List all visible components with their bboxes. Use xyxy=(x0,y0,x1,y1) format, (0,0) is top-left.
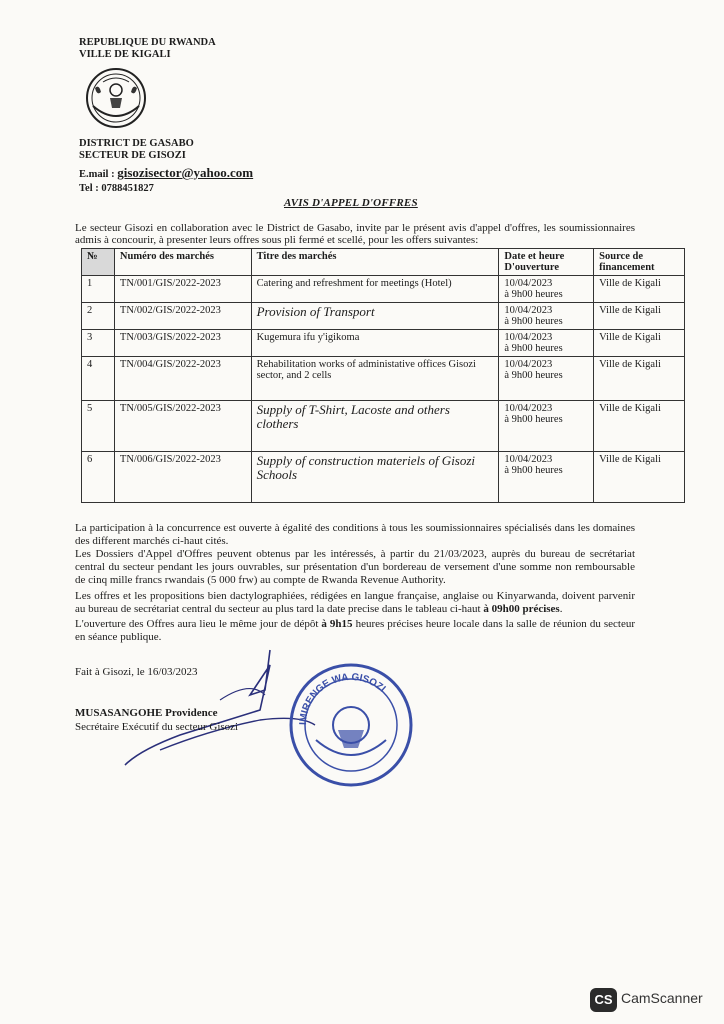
opening-text: L'ouverture des Offres aura lieu le même jour de dépôt xyxy=(75,618,322,630)
row-date xyxy=(499,330,594,357)
row-date-value: 10/04/2023 xyxy=(504,278,553,289)
official-stamp-icon xyxy=(286,660,416,790)
row-number: 4 xyxy=(82,357,115,401)
signer-title: Secrétaire Exécutif du secteur Gisozi xyxy=(75,721,239,733)
row-title: Supply of construction materiels of Gisozi Schools xyxy=(251,452,499,503)
table-row xyxy=(82,452,685,503)
row-date xyxy=(499,401,594,452)
row-title: Supply of T-Shirt, Lacoste and others clothers xyxy=(251,401,499,452)
row-time-value: à 9h00 heures xyxy=(504,316,563,327)
row-ref: TN/001/GIS/2022-2023 xyxy=(114,276,251,303)
col-header-date: Date et heure D'ouverture xyxy=(499,249,594,276)
col-header-number: № xyxy=(82,249,115,276)
opening-time: à 9h15 xyxy=(321,618,353,630)
signer-name: MUSASANGOHE Providence xyxy=(75,707,218,719)
submission-end: . xyxy=(559,603,563,615)
email-label: E.mail : xyxy=(79,169,115,180)
row-ref: TN/002/GIS/2022-2023 xyxy=(114,303,251,330)
camscanner-watermark: CamScanner xyxy=(621,990,703,1006)
table-row xyxy=(82,276,685,303)
submission-paragraph xyxy=(75,590,635,616)
submission-deadline: à 09h00 précises xyxy=(483,603,560,615)
svg-text:IMIRENGE WA GISOZI: IMIRENGE WA GISOZI xyxy=(297,671,388,726)
intro-paragraph: Le secteur Gisozi en collaboration avec le District de Gasabo, invite par le présent avis d'appel d'offres, les soumissionnaires admis à concourir, à presenter leurs offres sous pli fermé et scellé, pour les offers suivantes: xyxy=(75,222,635,246)
document-title: AVIS D'APPEL D'OFFRES xyxy=(284,197,418,209)
row-date xyxy=(499,357,594,401)
table-row xyxy=(82,330,685,357)
row-title: Catering and refreshment for meetings (Hotel) xyxy=(251,276,499,303)
row-time-value: à 9h00 heures xyxy=(504,465,563,476)
place-date: Fait à Gisozi, le 16/03/2023 xyxy=(75,666,198,678)
camscanner-logo-icon: CS xyxy=(590,988,617,1012)
sector-header: SECTEUR DE GISOZI xyxy=(79,150,186,161)
city-header: VILLE DE KIGALI xyxy=(79,49,171,60)
row-source: Ville de Kigali xyxy=(594,303,685,330)
row-ref: TN/005/GIS/2022-2023 xyxy=(114,401,251,452)
row-ref: TN/004/GIS/2022-2023 xyxy=(114,357,251,401)
row-source: Ville de Kigali xyxy=(594,401,685,452)
row-time-value: à 9h00 heures xyxy=(504,370,563,381)
email-address: gisozisector@yahoo.com xyxy=(117,165,254,180)
row-number: 5 xyxy=(82,401,115,452)
col-header-ref: Numéro des marchés xyxy=(114,249,251,276)
row-date-value: 10/04/2023 xyxy=(504,359,553,370)
col-header-source: Source de financement xyxy=(594,249,685,276)
row-time-value: à 9h00 heures xyxy=(504,414,563,425)
row-number: 1 xyxy=(82,276,115,303)
row-date-value: 10/04/2023 xyxy=(504,454,553,465)
row-date xyxy=(499,452,594,503)
col-header-title: Titre des marchés xyxy=(251,249,499,276)
row-time-value: à 9h00 heures xyxy=(504,343,563,354)
submission-text: Les offres et les propositions bien dactylographiées, rédigées en langue française, anglaise ou Kinyarwanda, doivent parvenir au bureau de secrétariat central du secteur au plus tard la date precise dans le tableau ci-haut xyxy=(75,590,635,615)
row-time-value: à 9h00 heures xyxy=(504,289,563,300)
republic-header: REPUBLIQUE DU RWANDA xyxy=(79,37,216,48)
row-date-value: 10/04/2023 xyxy=(504,332,553,343)
row-source: Ville de Kigali xyxy=(594,357,685,401)
opening-end: heures précises heure locale dans la salle de réunion du secteur en séance publique. xyxy=(75,618,635,643)
row-ref: TN/006/GIS/2022-2023 xyxy=(114,452,251,503)
participation-paragraph: La participation à la concurrence est ouverte à égalité des conditions à tous les soumissionnaires spécialisés dans les domaines des different marchés ci-haut cités. xyxy=(75,522,635,547)
row-source: Ville de Kigali xyxy=(594,452,685,503)
row-number: 6 xyxy=(82,452,115,503)
row-number: 3 xyxy=(82,330,115,357)
dossiers-paragraph: Les Dossiers d'Appel d'Offres peuvent obtenus par les intéressés, à partir du 21/03/2023, auprès du bureau de secrétariat central du secteur pendant les jours ouvrables, sur présentation d'un bordereau de versement d'une somme non remboursable de cinq mille francs rwandais (5 000 frw) au compte de Rwanda Revenue Authority. xyxy=(75,548,635,586)
district-header: DISTRICT DE GASABO xyxy=(79,138,194,149)
row-date xyxy=(499,276,594,303)
table-row xyxy=(82,357,685,401)
row-date-value: 10/04/2023 xyxy=(504,403,553,414)
row-title: Provision of Transport xyxy=(251,303,499,330)
row-number: 2 xyxy=(82,303,115,330)
tenders-table xyxy=(81,248,685,503)
row-date-value: 10/04/2023 xyxy=(504,305,553,316)
row-title: Rehabilitation works of administative offices Gisozi sector, and 2 cells xyxy=(251,357,499,401)
table-row xyxy=(82,401,685,452)
row-source: Ville de Kigali xyxy=(594,276,685,303)
email-line xyxy=(79,165,253,181)
rwanda-emblem-icon xyxy=(79,66,153,130)
table-row xyxy=(82,303,685,330)
row-source: Ville de Kigali xyxy=(594,330,685,357)
row-date xyxy=(499,303,594,330)
row-title: Kugemura ifu y'igikoma xyxy=(251,330,499,357)
telephone: Tel : 0788451827 xyxy=(79,183,154,194)
row-ref: TN/003/GIS/2022-2023 xyxy=(114,330,251,357)
